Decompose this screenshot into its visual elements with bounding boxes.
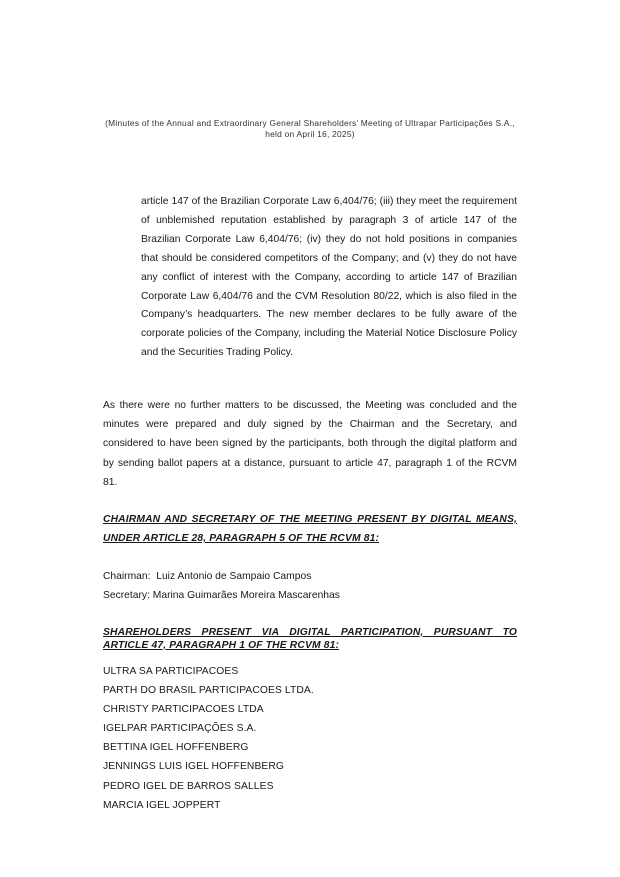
chairman-line: Chairman: Luiz Antonio de Sampaio Campos	[103, 571, 312, 582]
shareholder-name: JENNINGS LUIS IGEL HOFFENBERG	[103, 761, 285, 773]
shareholder-name: CHRISTY PARTICIPACOES LTDA	[103, 704, 264, 716]
secretary-line: Secretary: Marina Guimarães Moreira Mascarenhas	[103, 590, 340, 601]
shareholders-section-title: SHAREHOLDERS PRESENT VIA DIGITAL PARTICIPATION, PURSUANT TO ARTICLE 47, PARAGRAPH 1 OF THE RCVM 81:	[103, 627, 517, 651]
indented-paragraph: article 147 of the Brazilian Corporate Law 6,404/76; (iii) they meet the requirement of unblemished reputation established by paragraph 3 of article 147 of the Brazilian Corporate Law 6,404/76; (iv) they do not hold positions in companies that should be considered competitors of the Company; and (v) they do not have any conflict of interest with the Company, according to article 147 of Brazilian Corporate Law 6,404/76 and the CVM Resolution 80/22, which is also filed in the Company’s headquarters. The new member declares to be fully aware of the corporate policies of the Company, including the Material Notice Disclosure Policy and the Securities Trading Policy.	[141, 196, 517, 359]
shareholder-name: MARCIA IGEL JOPPERT	[103, 799, 221, 811]
closing-paragraph: As there were no further matters to be discussed, the Meeting was concluded and the minutes were prepared and duly signed by the Chairman and the Secretary, and considered to have been signed by the participants, both through the digital platform and by sending ballot papers at a distance, pursuant to article 47, paragraph 1 of the RCVM 81.	[103, 400, 517, 488]
shareholder-name: IGELPAR PARTICIPAÇÕES S.A.	[103, 723, 257, 735]
shareholder-name: PEDRO IGEL DE BARROS SALLES	[103, 780, 274, 792]
shareholder-name: ULTRA SA PARTICIPACOES	[103, 666, 239, 677]
officers-list	[103, 567, 517, 605]
officers-section-title: CHAIRMAN AND SECRETARY OF THE MEETING PRESENT BY DIGITAL MEANS, UNDER ARTICLE 28, PARAGRAPH 5 OF THE RCVM 81:	[103, 514, 517, 544]
shareholders-list	[103, 662, 517, 815]
page-header-caption: (Minutes of the Annual and Extraordinary General Shareholders’ Meeting of Ultrapar Participações S.A., held on April 16, 2025)	[105, 118, 515, 139]
shareholder-name: BETTINA IGEL HOFFENBERG	[103, 742, 249, 754]
shareholder-name: PARTH DO BRASIL PARTICIPACOES LTDA.	[103, 685, 314, 697]
